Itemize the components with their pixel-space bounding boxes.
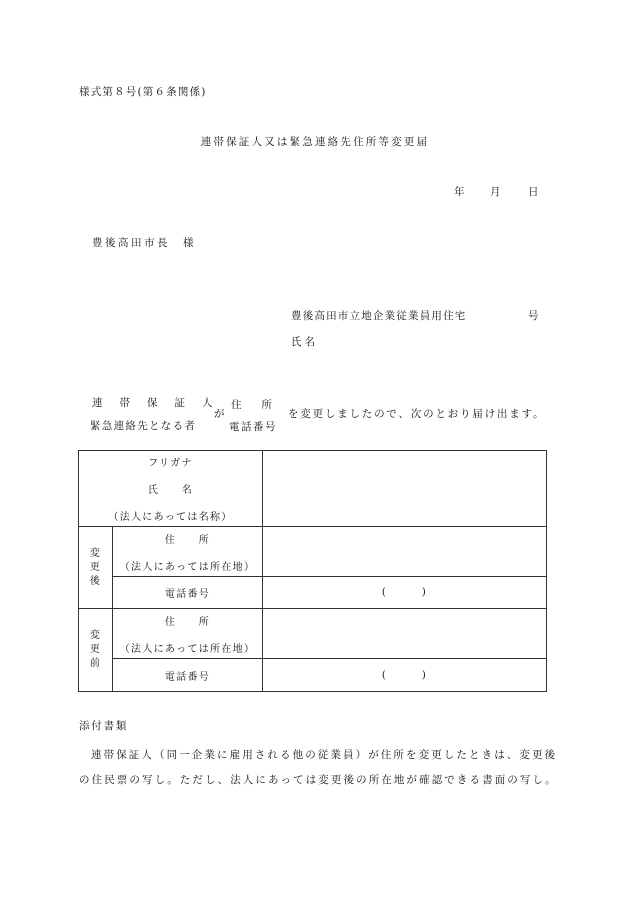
applicant-name-label: 氏名 bbox=[291, 336, 318, 348]
room-number-suffix: 号 bbox=[528, 310, 540, 322]
guarantor-label: 連帯保証人 bbox=[92, 397, 230, 409]
after-address-header bbox=[113, 527, 263, 577]
after-char-2: 更 bbox=[89, 561, 102, 573]
address-label: 住所 bbox=[231, 399, 292, 411]
name-header-cell bbox=[79, 451, 263, 527]
emergency-contact-label: 緊急連絡先となる者 bbox=[90, 420, 197, 432]
attachments-line-2: の住民票の写し。ただし、法人にあっては変更後の所在地が確認できる書面の写し。 bbox=[79, 774, 558, 786]
paren-close: ) bbox=[421, 587, 428, 598]
attachments-line-1: 連帯保証人（同一企業に雇用される他の従業員）が住所を変更したときは、変更後 bbox=[91, 749, 558, 761]
after-change-label bbox=[79, 527, 113, 609]
before-address-header bbox=[113, 609, 263, 659]
after-char-3: 後 bbox=[89, 575, 102, 587]
change-form-table bbox=[78, 450, 547, 692]
notification-sentence: を変更しましたので、次のとおり届け出ます。 bbox=[288, 408, 546, 420]
before-char-1: 変 bbox=[89, 630, 102, 641]
date-year-label: 年 bbox=[454, 186, 466, 198]
after-address-field[interactable] bbox=[263, 527, 547, 577]
attachments-heading: 添付書類 bbox=[79, 720, 129, 732]
housing-name: 豊後高田市立地企業従業員用住宅 bbox=[291, 310, 467, 322]
name-field[interactable] bbox=[263, 451, 547, 527]
paren-open: ( bbox=[381, 587, 388, 598]
before-phone-field[interactable] bbox=[263, 659, 547, 692]
after-address-note: （法人にあっては所在地） bbox=[119, 561, 256, 573]
before-char-3: 前 bbox=[89, 658, 102, 669]
document-title: 連帯保証人又は緊急連絡先住所等変更届 bbox=[200, 136, 430, 148]
addressee: 豊後高田市長 様 bbox=[92, 237, 196, 249]
form-number: 様式第８号(第６条関係) bbox=[79, 86, 207, 98]
after-phone-label: 電話番号 bbox=[113, 577, 263, 609]
paren-open: ( bbox=[381, 669, 388, 681]
paren-close: ) bbox=[421, 669, 428, 681]
before-phone-label: 電話番号 bbox=[113, 659, 263, 692]
after-char-1: 変 bbox=[89, 547, 102, 559]
before-address-field[interactable] bbox=[263, 609, 547, 659]
before-char-2: 更 bbox=[89, 644, 102, 655]
before-address-note: （法人にあっては所在地） bbox=[119, 643, 256, 655]
phone-label: 電話番号 bbox=[229, 421, 277, 433]
particle-ga: が bbox=[214, 408, 226, 420]
after-address-label: 住 所 bbox=[164, 534, 211, 546]
name-note: （法人にあっては名称） bbox=[108, 512, 233, 523]
date-month-label: 月 bbox=[490, 186, 502, 198]
furigana-label: フリガナ bbox=[148, 458, 193, 469]
before-address-label: 住 所 bbox=[164, 616, 211, 628]
after-phone-field[interactable] bbox=[263, 577, 547, 609]
date-day-label: 日 bbox=[528, 186, 540, 198]
name-label: 氏 名 bbox=[147, 485, 194, 496]
before-change-label bbox=[79, 609, 113, 692]
